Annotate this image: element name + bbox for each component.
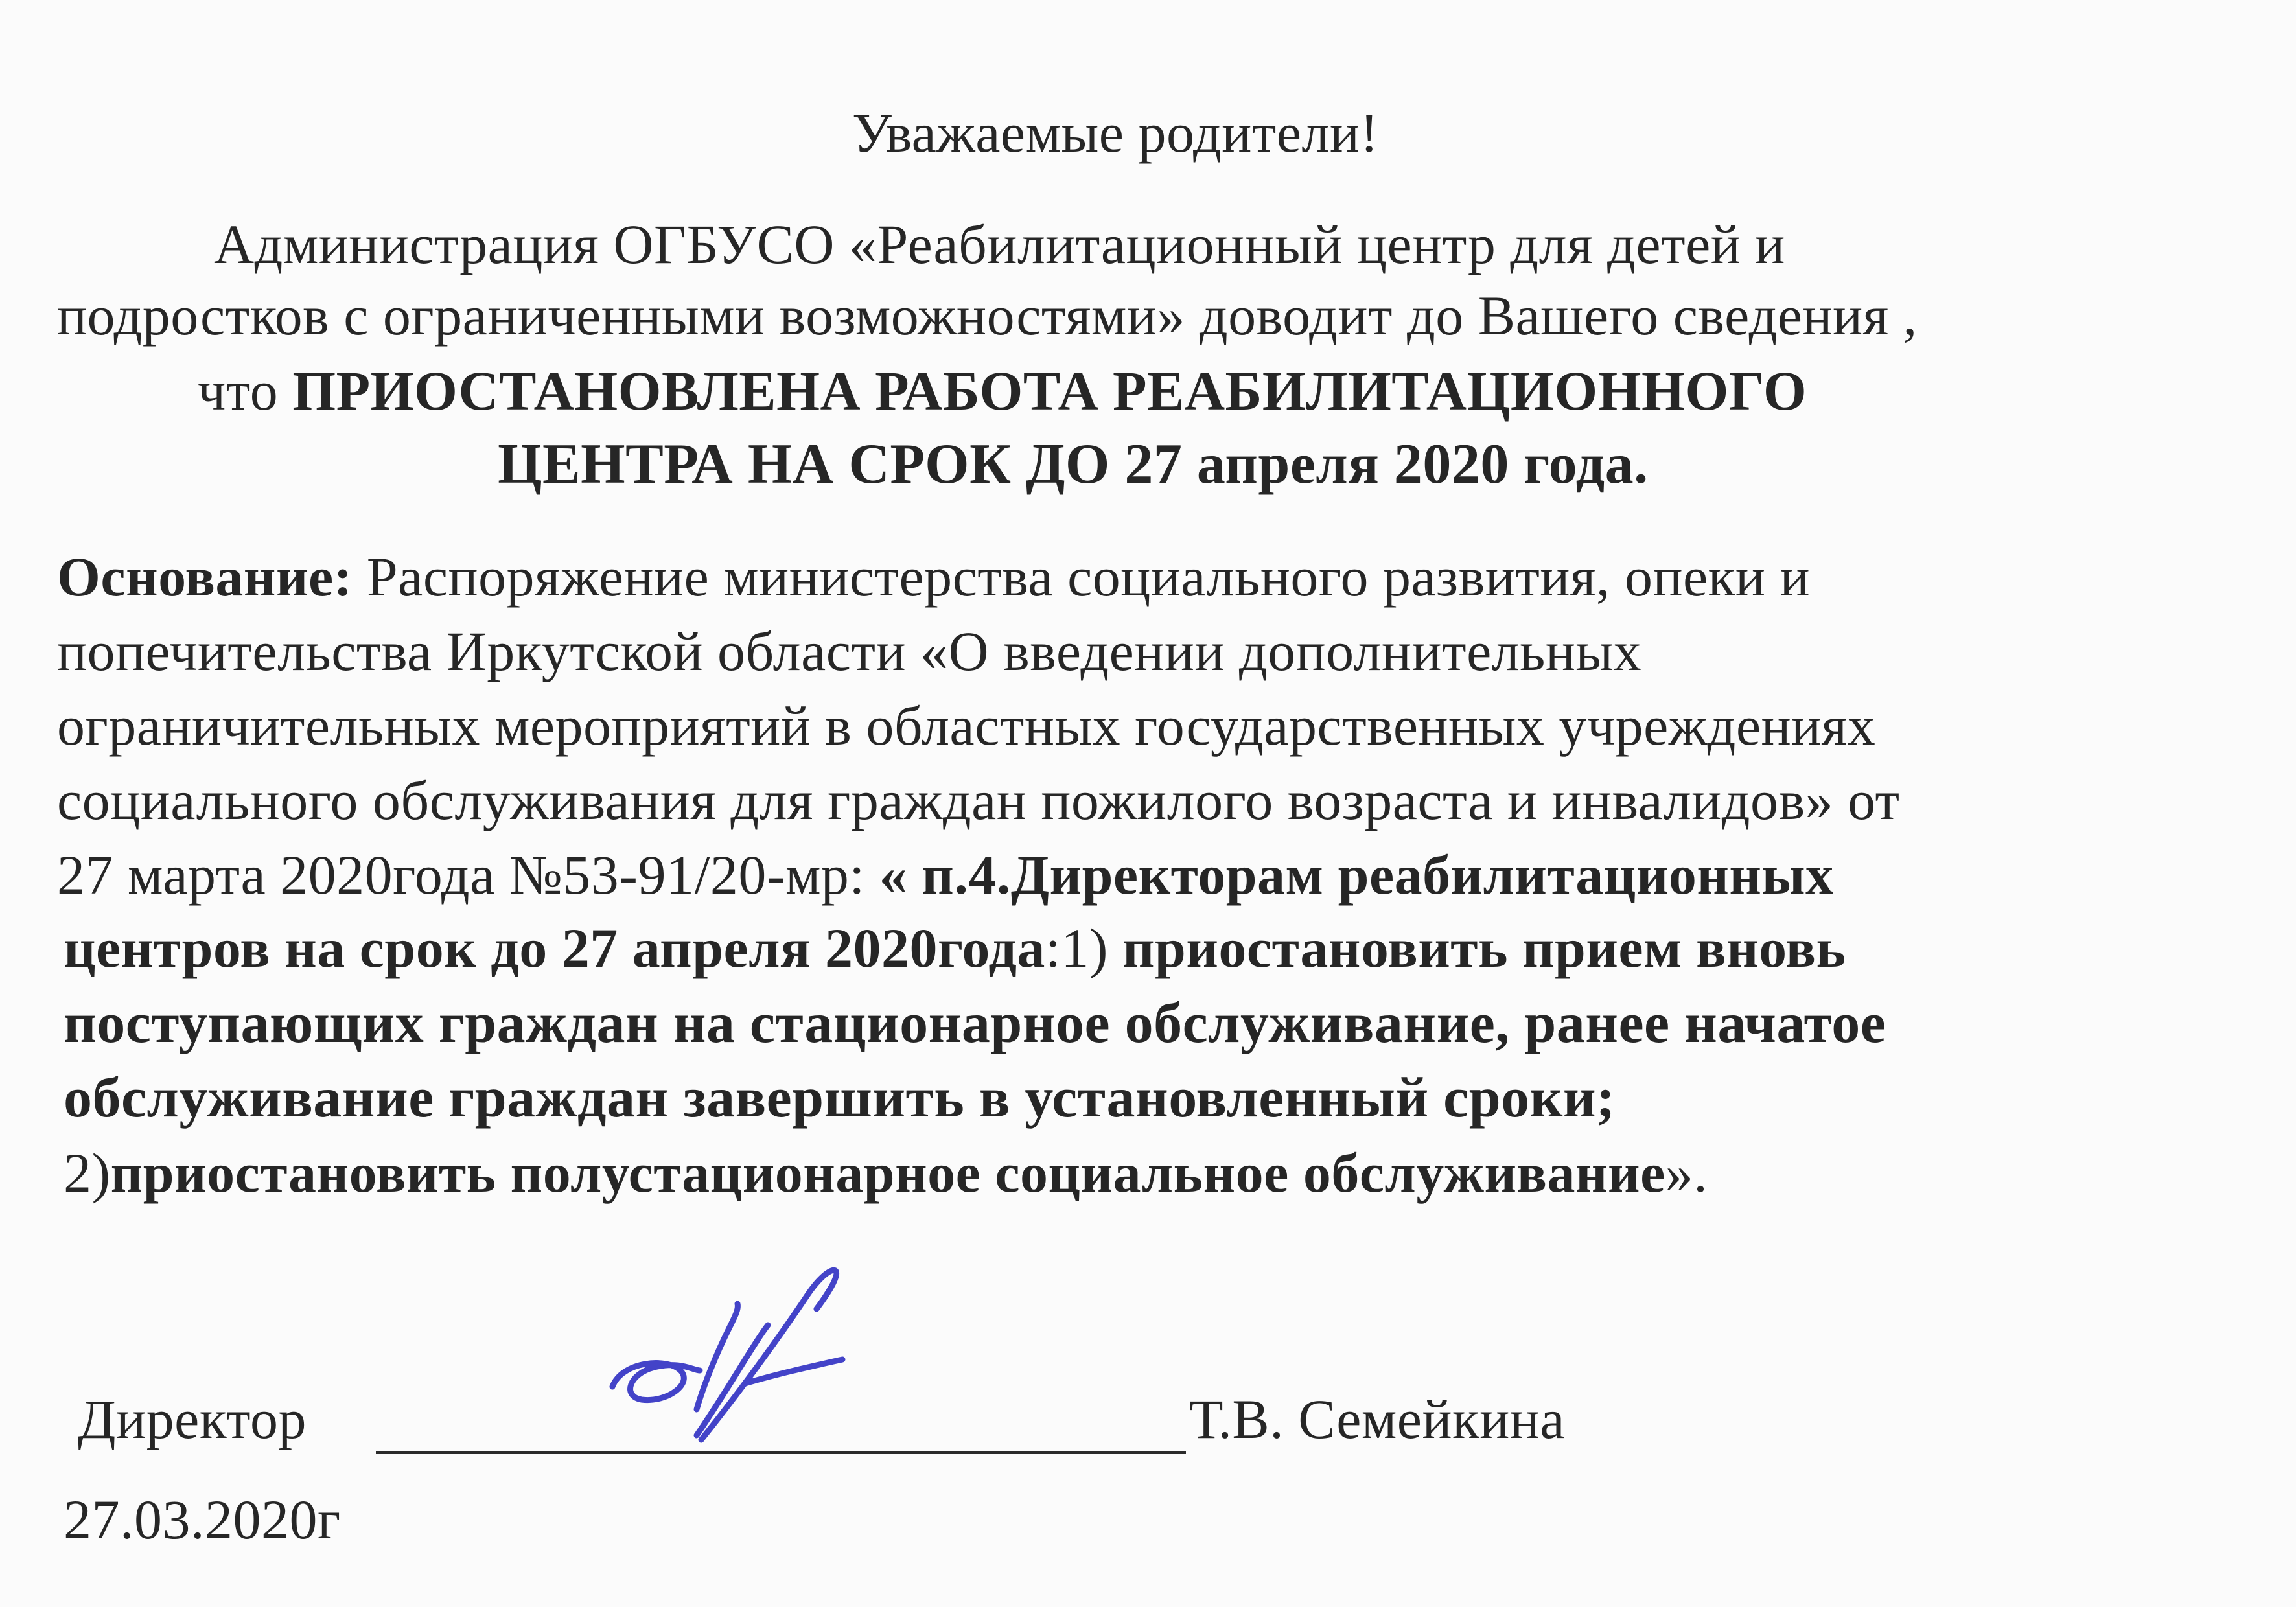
basis-line-9-prefix: 2) bbox=[64, 1142, 111, 1204]
basis-line-6 bbox=[64, 912, 1846, 984]
basis-line-3: ограничительных мероприятий в областных государственных учреждениях bbox=[57, 695, 1876, 757]
intro-line-1: Администрация ОГБУСО «Реабилитационный центр для детей и bbox=[214, 213, 1785, 275]
basis-line-2: попечительства Иркутской области «О введении дополнительных bbox=[57, 620, 1642, 682]
basis-line-6-bold2: приостановить прием вновь bbox=[1122, 917, 1846, 979]
basis-label: Основание: bbox=[57, 546, 353, 608]
director-role: Директор bbox=[78, 1388, 307, 1450]
basis-line-7: поступающих граждан на стационарное обслуживание, ранее начатое bbox=[64, 992, 1886, 1055]
basis-line-5-prefix: 27 марта 2020года №53-91/20-мр: bbox=[57, 844, 879, 906]
greeting: Уважаемые родители! bbox=[852, 102, 1379, 164]
handwritten-signature bbox=[583, 1257, 881, 1477]
basis-line-1 bbox=[57, 541, 1810, 612]
basis-quote-start: « п.4.Директорам реабилитационных bbox=[879, 844, 1834, 906]
basis-line-9-bold: приостановить полустационарное социальное обслуживание bbox=[110, 1142, 1665, 1204]
intro-line-3 bbox=[198, 355, 1807, 426]
intro-suspension-headline: ПРИОСТАНОВЛЕНА РАБОТА РЕАБИЛИТАЦИОННОГО bbox=[292, 360, 1807, 422]
basis-line-8: обслуживание граждан завершить в установленный сроки; bbox=[64, 1067, 1616, 1129]
intro-line-3-prefix: что bbox=[198, 360, 293, 422]
basis-line-9-suffix: ». bbox=[1665, 1142, 1708, 1204]
basis-line-4: социального обслуживания для граждан пожилого возраста и инвалидов» от bbox=[57, 769, 1900, 831]
basis-line-6-bold: центров на срок до 27 апреля 2020года bbox=[64, 917, 1045, 979]
basis-line-5 bbox=[57, 839, 1834, 910]
director-name: Т.В. Семейкина bbox=[1189, 1388, 1565, 1450]
basis-line-9 bbox=[64, 1137, 1708, 1208]
intro-suspension-period: ЦЕНТРА НА СРОК ДО 27 апреля 2020 года. bbox=[498, 433, 1649, 496]
document-date: 27.03.2020г bbox=[64, 1488, 341, 1551]
basis-line-6-rest: :1) bbox=[1045, 917, 1122, 979]
intro-line-2: подростков с ограниченными возможностями» доводит до Вашего сведения , bbox=[57, 284, 1918, 347]
basis-line-1-text: Распоряжение министерства социального развития, опеки и bbox=[352, 546, 1810, 608]
